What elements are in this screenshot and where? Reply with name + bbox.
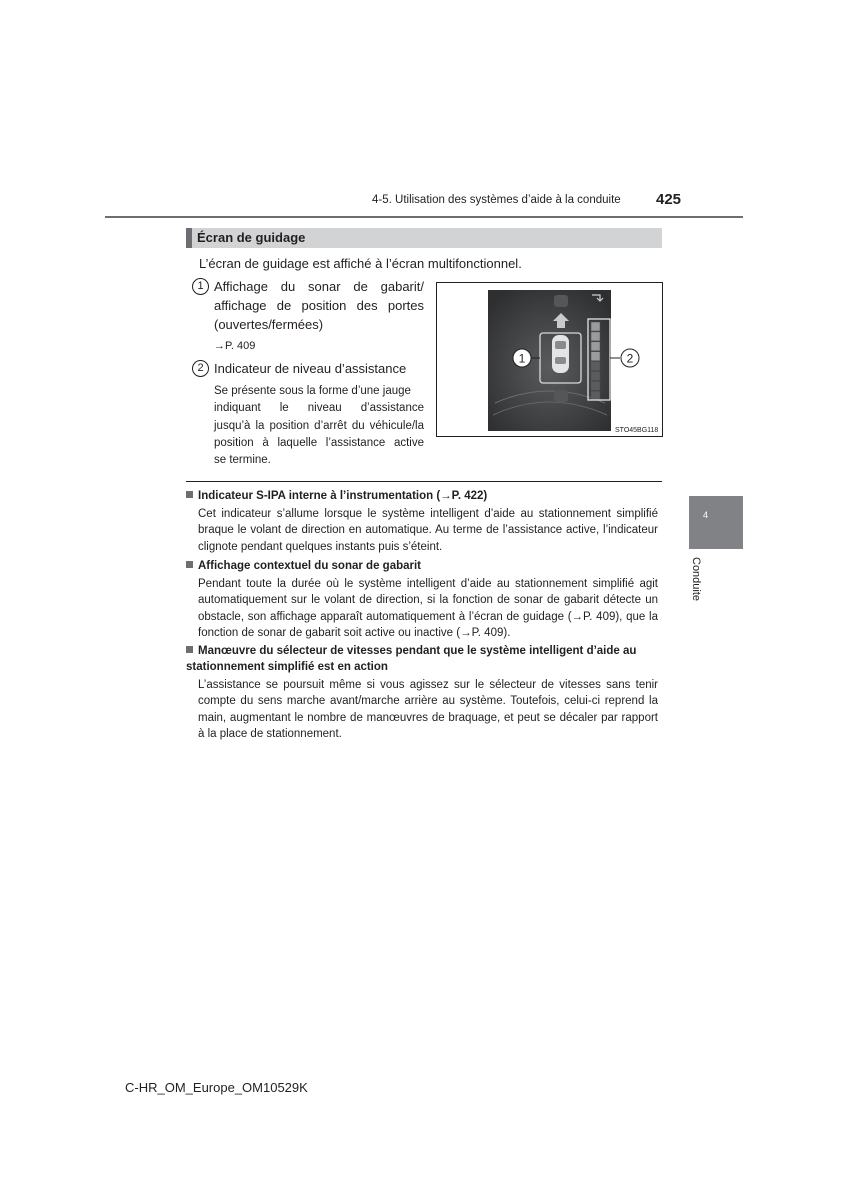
gauge-segment (591, 391, 600, 400)
note-3-body: L’assistance se poursuit même si vous agissez sur le sélecteur de vitesses sans tenir compte du sens marche avant/marche arrière au système. Toutefois, celui-ci reprend la main, augmentant le nombre de manœuvres de braquage, et peut se décaler par rapport à la place de stationnement. (198, 679, 658, 740)
item-1-number: 1 (192, 278, 209, 295)
bullet-square-icon (186, 491, 193, 498)
item-1-page-reference: →P. 409 (214, 340, 256, 352)
page-number: 425 (656, 191, 682, 208)
gauge-segment (591, 352, 600, 361)
note-2-body: Pendant toute la durée où le système intelligent d’aide au stationnement simplifié agit automatiquement sur le volant de direction, si la fonction de sonar de gabarit détecte un obstacle, son affichage apparaît automatiquement à l’écran de guidage (→P. 409), que la fonction de sonar de gabarit soit active ou inactive (→P. 409). (198, 578, 658, 639)
chapter-number: 4 (703, 510, 709, 520)
guidance-screen-illustration (437, 283, 662, 436)
front-sonar-sensor-icon (554, 295, 568, 307)
gauge-segment (591, 342, 600, 351)
callout-2-label: 2 (626, 351, 634, 366)
bullet-square-icon (186, 561, 193, 568)
item-2-description-line: indiquant le niveau d’assistance (214, 402, 424, 415)
note-2-heading-text: Affichage contextuel du sonar de gabarit (198, 560, 422, 572)
callout-1-label: 1 (518, 351, 526, 366)
intro-paragraph: L’écran de guidage est affiché à l’écran multifonctionnel. (199, 256, 522, 271)
header-rule (105, 216, 743, 218)
item-1-title-line: (ouvertes/fermées) (214, 317, 324, 332)
item-2-title: Indicateur de niveau d’assistance (214, 361, 407, 376)
chapter-label: Conduite (690, 557, 702, 602)
item-2-description-line: Se présente sous la forme d’une jauge (214, 385, 411, 397)
note-3-heading-text: Manœuvre du sélecteur de vitesses pendant que le système intelligent d’aide au stationnement simplifié est en action (186, 645, 637, 673)
section-heading-accent (186, 228, 192, 248)
item-2-number: 2 (192, 360, 209, 377)
document-code: C-HR_OM_Europe_OM10529K (125, 1080, 308, 1095)
section-heading-bar (186, 228, 662, 248)
item-2-description-line: position à laquelle l’assistance active (214, 436, 424, 449)
item-2-description (214, 383, 424, 469)
gauge-segment (591, 362, 600, 371)
note-2-heading (186, 559, 662, 575)
item-2-description-line: jusqu’à la position d’arrêt du véhicule/la (214, 419, 424, 432)
figure-code: STO45BG118 (615, 427, 659, 434)
car-top-view-icon (552, 335, 569, 373)
bullet-square-icon (186, 646, 193, 653)
item-1-title-line: Affichage du sonar de gabarit/ (214, 279, 424, 294)
section-divider (186, 481, 662, 482)
item-1-title-line: affichage de position des portes (214, 298, 424, 313)
gauge-segment (591, 322, 600, 331)
chapter-tab (689, 496, 743, 549)
note-1-body: Cet indicateur s’allume lorsque le système intelligent d’aide au stationnement simplifié braque le volant de direction en automatique. Au terme de l’assistance active, l’indicateur clignote pendant quelques instants puis s’éteint. (198, 508, 658, 553)
item-1-title (214, 277, 424, 334)
note-1-heading-text: Indicateur S-IPA interne à l’instrumentation (→P. 422) (198, 490, 488, 502)
rear-sonar-sensor-icon (554, 390, 568, 402)
running-header-section: 4-5. Utilisation des systèmes d’aide à la conduite (372, 194, 621, 206)
item-2-description-line: se termine. (214, 454, 271, 467)
note-1-heading (186, 489, 662, 505)
section-title: Écran de guidage (197, 230, 306, 245)
gauge-segment (591, 381, 600, 390)
note-3-heading (186, 644, 662, 675)
gauge-segment (591, 372, 600, 381)
gauge-segment (591, 332, 600, 341)
